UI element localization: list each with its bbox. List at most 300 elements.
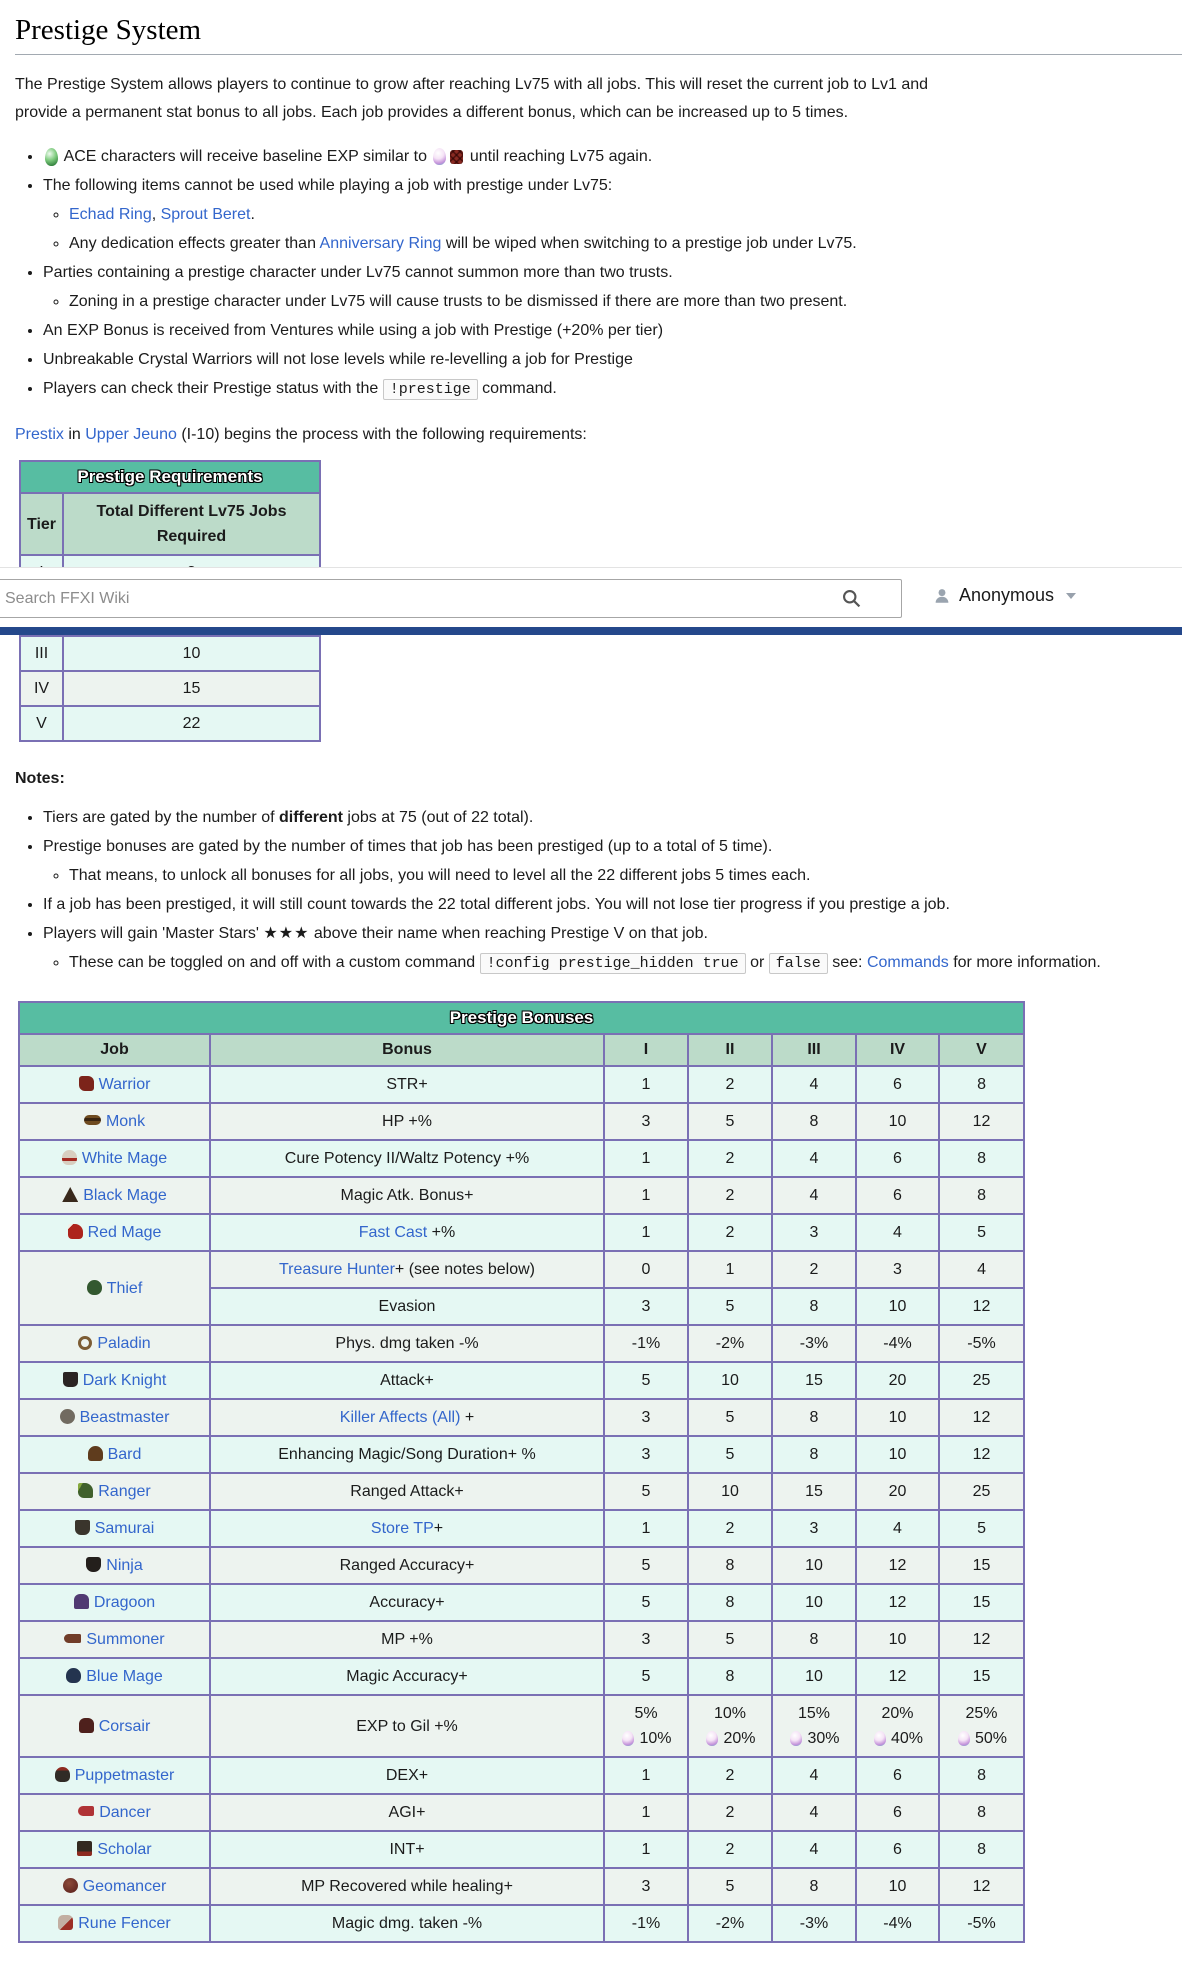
job-link[interactable]: Dancer — [99, 1804, 151, 1821]
bonus-cell: Magic dmg. taken -% — [210, 1905, 604, 1942]
bonus-cell: Attack+ — [210, 1362, 604, 1399]
job-cell — [19, 1325, 210, 1362]
value-cell: 5 — [688, 1399, 772, 1436]
job-cell — [19, 1621, 210, 1658]
value-cell: -4% — [856, 1325, 939, 1362]
value-cell: 3 — [604, 1868, 688, 1905]
value-cell: 8 — [688, 1658, 772, 1695]
value-cell: 12 — [939, 1621, 1024, 1658]
search-input-box — [0, 579, 902, 618]
search-icon[interactable] — [841, 588, 862, 609]
monk-icon — [84, 1115, 101, 1125]
value-cell: 0 — [604, 1251, 688, 1288]
job-cell — [19, 1695, 210, 1757]
value-cell: 3 — [604, 1436, 688, 1473]
wiki-link[interactable]: Echad Ring — [69, 206, 152, 223]
bonus-cell: Enhancing Magic/Song Duration+ % — [210, 1436, 604, 1473]
wiki-link[interactable]: Fast Cast — [358, 1224, 428, 1241]
value-cell: 4 — [856, 1510, 939, 1547]
job-cell — [19, 1584, 210, 1621]
white-egg-icon — [874, 1731, 886, 1746]
geomancer-icon — [63, 1878, 78, 1893]
column-header: I — [604, 1034, 688, 1066]
code-command: !prestige — [383, 379, 478, 400]
bonus-cell: Fast Cast +% — [210, 1214, 604, 1251]
job-link[interactable]: Red Mage — [87, 1224, 162, 1241]
column-header-jobs: Total Different Lv75 Jobs Required — [63, 493, 320, 555]
table-row — [19, 1905, 1024, 1942]
value-cell: 5 — [604, 1473, 688, 1510]
value-cell: 1 — [604, 1794, 688, 1831]
job-cell — [19, 1905, 210, 1942]
job-cell — [19, 1510, 210, 1547]
jobs-cell: 22 — [63, 706, 320, 741]
value-cell: 20% 40% — [856, 1695, 939, 1757]
bonus-cell: Ranged Attack+ — [210, 1473, 604, 1510]
value-cell: 8 — [772, 1868, 856, 1905]
list-item: • Players will gain 'Master Stars' ★★★ above their name when reaching Prestige V on that job. ◦ These can be toggled on and off with a custom command !config prestige_hidden true or false see: Commands for more information. — [43, 922, 1182, 975]
value-cell: 10 — [688, 1473, 772, 1510]
job-cell — [19, 1547, 210, 1584]
value-cell: 10 — [856, 1868, 939, 1905]
value-cell: 6 — [856, 1757, 939, 1794]
warrior-icon — [79, 1076, 94, 1091]
value-cell: 10 — [856, 1436, 939, 1473]
blue-mage-icon — [66, 1668, 81, 1683]
bonus-cell: MP +% — [210, 1621, 604, 1658]
red-net-icon — [450, 150, 463, 164]
white-egg-icon — [706, 1731, 718, 1746]
job-link[interactable]: Puppetmaster — [74, 1767, 175, 1784]
bonus-cell: Magic Atk. Bonus+ — [210, 1177, 604, 1214]
bonus-cell: MP Recovered while healing+ — [210, 1868, 604, 1905]
tier-cell: V — [20, 706, 63, 741]
notes-list — [15, 806, 1182, 975]
table-row — [19, 1547, 1024, 1584]
white-egg-icon — [622, 1731, 634, 1746]
value-cell: 5 — [604, 1658, 688, 1695]
page-title: Prestige System — [15, 6, 1182, 55]
table-row — [19, 1177, 1024, 1214]
value-cell: 3 — [856, 1251, 939, 1288]
value-cell: 8 — [688, 1584, 772, 1621]
bonus-cell: Evasion — [210, 1288, 604, 1325]
user-icon — [933, 587, 951, 605]
value-cell: 4 — [772, 1140, 856, 1177]
tier-cell: III — [20, 636, 63, 671]
value-cell: 5 — [939, 1214, 1024, 1251]
value-cell: 12 — [939, 1399, 1024, 1436]
value-cell: -2% — [688, 1905, 772, 1942]
master-stars: ★★★ — [263, 925, 310, 942]
job-link[interactable]: Beastmaster — [79, 1409, 170, 1426]
value-cell: 12 — [939, 1288, 1024, 1325]
job-link[interactable]: Ninja — [106, 1557, 143, 1574]
tier-cell: IV — [20, 671, 63, 706]
table-row — [19, 1436, 1024, 1473]
job-link[interactable]: Rune Fencer — [78, 1915, 171, 1932]
value-cell: 10 — [772, 1658, 856, 1695]
value-cell: 12 — [939, 1103, 1024, 1140]
value-cell: -2% — [688, 1325, 772, 1362]
wiki-link[interactable]: Sprout Beret — [160, 206, 251, 223]
value-cell: 8 — [939, 1757, 1024, 1794]
value-cell: 5 — [688, 1103, 772, 1140]
value-cell: 12 — [856, 1658, 939, 1695]
list-item: • Parties containing a prestige character under Lv75 cannot summon more than two trusts. ◦ Zoning in a prestige character under Lv75 will cause trusts to be dismissed if there are more than two present. — [43, 261, 1182, 313]
corsair-icon — [79, 1718, 94, 1733]
sub-list-item: ◦ Zoning in a prestige character under Lv75 will cause trusts to be dismissed if there are more than two present. — [69, 290, 1182, 313]
list-item: • If a job has been prestiged, it will still count towards the 22 total different jobs. You will not lose tier progress if you prestige a job. — [43, 893, 1182, 916]
username: Anonymous — [959, 585, 1055, 605]
table-row — [19, 1510, 1024, 1547]
bonus-cell: Store TP+ — [210, 1510, 604, 1547]
job-cell — [19, 1103, 210, 1140]
value-cell: 3 — [604, 1399, 688, 1436]
thief-icon — [87, 1280, 102, 1295]
job-cell — [19, 1140, 210, 1177]
value-cell: 15 — [772, 1473, 856, 1510]
value-cell: 5 — [688, 1436, 772, 1473]
value-cell: 2 — [688, 1757, 772, 1794]
job-cell — [19, 1757, 210, 1794]
list-item: • Tiers are gated by the number of different jobs at 75 (out of 22 total). — [43, 806, 1182, 829]
value-cell: 8 — [772, 1288, 856, 1325]
value-cell: 6 — [856, 1831, 939, 1868]
value-cell: 4 — [772, 1066, 856, 1103]
value-cell: 4 — [772, 1177, 856, 1214]
value-cell: 8 — [939, 1794, 1024, 1831]
samurai-icon — [75, 1520, 90, 1535]
value-cell: 5 — [688, 1621, 772, 1658]
wiki-link[interactable]: Upper Jeuno — [85, 426, 177, 443]
value-cell: 4 — [856, 1214, 939, 1251]
value-cell: -5% — [939, 1325, 1024, 1362]
white-egg-icon — [433, 148, 446, 165]
ninja-icon — [86, 1557, 101, 1572]
value-cell: 5 — [604, 1362, 688, 1399]
list-item: • Unbreakable Crystal Warriors will not lose levels while re-levelling a job for Prestige — [43, 348, 1182, 371]
column-header: II — [688, 1034, 772, 1066]
column-header: III — [772, 1034, 856, 1066]
bonus-cell: Cure Potency II/Waltz Potency +% — [210, 1140, 604, 1177]
value-cell: 1 — [604, 1757, 688, 1794]
beastmaster-icon — [60, 1409, 75, 1424]
job-link[interactable]: Dark Knight — [82, 1372, 167, 1389]
job-cell — [19, 1868, 210, 1905]
value-cell: 15 — [939, 1547, 1024, 1584]
table-row — [19, 1325, 1024, 1362]
sub-list — [43, 951, 1182, 975]
value-cell: 15 — [939, 1584, 1024, 1621]
value-cell: 10 — [772, 1547, 856, 1584]
value-cell: 8 — [772, 1399, 856, 1436]
prestix-line: Prestix in Upper Jeuno (I-10) begins the process with the following requirements: — [15, 426, 587, 443]
value-cell: 5% 10% — [604, 1695, 688, 1757]
value-cell: 10 — [856, 1288, 939, 1325]
job-link[interactable]: White Mage — [81, 1150, 168, 1167]
value-cell: 5 — [688, 1288, 772, 1325]
value-cell: 1 — [604, 1066, 688, 1103]
value-cell: 15 — [772, 1362, 856, 1399]
value-cell: 10% 20% — [688, 1695, 772, 1757]
list-item: • Players can check their Prestige status with the !prestige command. — [43, 377, 1182, 401]
value-cell: 2 — [688, 1177, 772, 1214]
header-divider-bar — [0, 627, 1182, 635]
value-cell: 3 — [604, 1621, 688, 1658]
white-mage-icon — [62, 1150, 77, 1165]
table-row — [19, 1658, 1024, 1695]
value-cell: 2 — [688, 1510, 772, 1547]
value-cell: 3 — [604, 1103, 688, 1140]
value-cell: 2 — [688, 1066, 772, 1103]
value-cell: 12 — [939, 1868, 1024, 1905]
black-mage-icon — [62, 1187, 78, 1202]
value-cell: 2 — [772, 1251, 856, 1288]
column-header: Job — [19, 1034, 210, 1066]
wiki-link[interactable]: Store TP — [370, 1520, 434, 1537]
summoner-icon — [64, 1634, 81, 1643]
table-row — [19, 1140, 1024, 1177]
column-header: IV — [856, 1034, 939, 1066]
value-cell: 15 — [939, 1658, 1024, 1695]
column-header-tier: Tier — [20, 493, 63, 555]
job-link[interactable]: Scholar — [97, 1841, 152, 1858]
value-cell: 1 — [604, 1214, 688, 1251]
value-cell: 1 — [604, 1831, 688, 1868]
value-cell: -3% — [772, 1325, 856, 1362]
bonus-cell: HP +% — [210, 1103, 604, 1140]
job-link[interactable]: Geomancer — [82, 1878, 167, 1895]
sub-list-item: ◦ These can be toggled on and off with a custom command !config prestige_hidden true or false see: Commands for more information. — [69, 951, 1182, 975]
value-cell: 3 — [772, 1214, 856, 1251]
value-cell: 1 — [604, 1177, 688, 1214]
job-cell — [19, 1436, 210, 1473]
job-cell — [19, 1794, 210, 1831]
table-row — [19, 1103, 1024, 1140]
value-cell: 5 — [939, 1510, 1024, 1547]
wiki-link[interactable]: Killer Affects (All) — [339, 1409, 461, 1426]
job-cell — [19, 1251, 210, 1325]
value-cell: 12 — [856, 1584, 939, 1621]
value-cell: -1% — [604, 1325, 688, 1362]
red-mage-icon — [68, 1224, 83, 1239]
sub-list — [43, 203, 1182, 255]
job-cell — [19, 1362, 210, 1399]
requirements-table-top — [15, 460, 1182, 567]
bard-icon — [88, 1446, 103, 1461]
value-cell: 8 — [772, 1436, 856, 1473]
scholar-icon — [77, 1841, 92, 1856]
job-cell — [19, 1831, 210, 1868]
job-link[interactable]: Bard — [107, 1446, 142, 1463]
value-cell: 4 — [772, 1794, 856, 1831]
value-cell: 8 — [939, 1066, 1024, 1103]
dark-knight-icon — [63, 1372, 78, 1387]
job-link[interactable]: Warrior — [98, 1076, 151, 1093]
bonus-cell: Accuracy+ — [210, 1584, 604, 1621]
table-row — [19, 1066, 1024, 1103]
value-cell: 4 — [939, 1251, 1024, 1288]
bonus-cell: STR+ — [210, 1066, 604, 1103]
table-row — [19, 1399, 1024, 1436]
value-cell: 2 — [688, 1214, 772, 1251]
job-link[interactable]: Paladin — [97, 1335, 151, 1352]
list-item: • An EXP Bonus is received from Ventures while using a job with Prestige (+20% per tier) — [43, 319, 1182, 342]
rune-fencer-icon — [58, 1915, 73, 1930]
table-row — [20, 671, 320, 706]
jobs-cell: 15 — [63, 671, 320, 706]
value-cell: 15% 30% — [772, 1695, 856, 1757]
table-row — [19, 1251, 1024, 1288]
value-cell: 1 — [604, 1140, 688, 1177]
jobs-cell: 10 — [63, 636, 320, 671]
value-cell: 8 — [772, 1103, 856, 1140]
table-row — [19, 1584, 1024, 1621]
white-egg-icon — [790, 1731, 802, 1746]
sub-list — [43, 864, 1182, 887]
user-menu[interactable] — [933, 585, 1076, 606]
bonus-cell: Phys. dmg taken -% — [210, 1325, 604, 1362]
bonus-cell: Magic Accuracy+ — [210, 1658, 604, 1695]
job-cell — [19, 1658, 210, 1695]
job-link[interactable]: Summoner — [86, 1631, 165, 1648]
value-cell: 6 — [856, 1794, 939, 1831]
job-cell — [19, 1399, 210, 1436]
table-row — [19, 1473, 1024, 1510]
table-title: Prestige Bonuses — [19, 1002, 1024, 1034]
value-cell: 12 — [939, 1436, 1024, 1473]
search-input[interactable] — [0, 579, 902, 618]
value-cell: -3% — [772, 1905, 856, 1942]
value-cell: 10 — [856, 1621, 939, 1658]
list-item: • The following items cannot be used while playing a job with prestige under Lv75: ◦ Echad Ring, Sprout Beret. ◦ Any dedication effects greater than Anniversary Ring will be wiped when switching to a prestige job under Lv75. — [43, 174, 1182, 255]
sub-list-item: ◦ Echad Ring, Sprout Beret. — [69, 203, 1182, 226]
table-row — [20, 636, 320, 671]
table-row — [19, 1757, 1024, 1794]
job-link[interactable]: Monk — [105, 1113, 146, 1130]
column-header: V — [939, 1034, 1024, 1066]
value-cell: 5 — [604, 1547, 688, 1584]
value-cell: 8 — [939, 1140, 1024, 1177]
top-bullet-list — [15, 145, 1182, 401]
chevron-down-icon — [1066, 593, 1076, 599]
job-cell — [19, 1066, 210, 1103]
value-cell: 12 — [856, 1547, 939, 1584]
job-link[interactable]: Blue Mage — [86, 1668, 163, 1685]
puppetmaster-icon — [55, 1767, 70, 1782]
value-cell: 6 — [856, 1177, 939, 1214]
value-cell: 10 — [772, 1584, 856, 1621]
sub-list-item: ◦ Any dedication effects greater than Anniversary Ring will be wiped when switching to a prestige job under Lv75. — [69, 232, 1182, 255]
dragoon-icon — [74, 1594, 89, 1609]
sub-list — [43, 290, 1182, 313]
table-row — [19, 1794, 1024, 1831]
value-cell: 8 — [939, 1831, 1024, 1868]
sub-list-item: ◦ That means, to unlock all bonuses for all jobs, you will need to level all the 22 different jobs 5 times each. — [69, 864, 1182, 887]
white-egg-icon — [958, 1731, 970, 1746]
value-cell: 6 — [856, 1066, 939, 1103]
value-cell: 1 — [604, 1510, 688, 1547]
value-cell: 2 — [688, 1140, 772, 1177]
article-bottom — [0, 635, 1197, 1943]
value-cell: 4 — [772, 1831, 856, 1868]
value-cell: 8 — [772, 1621, 856, 1658]
value-cell: 25 — [939, 1473, 1024, 1510]
wiki-link[interactable]: Treasure Hunter — [279, 1261, 395, 1278]
bonus-cell: DEX+ — [210, 1757, 604, 1794]
job-link[interactable]: Thief — [106, 1279, 143, 1297]
value-cell: 5 — [604, 1584, 688, 1621]
table-row — [19, 1621, 1024, 1658]
job-link[interactable]: Dragoon — [93, 1594, 156, 1611]
value-cell: -1% — [604, 1905, 688, 1942]
prestige-requirements-table-continued — [19, 635, 321, 742]
table-row — [19, 1695, 1024, 1757]
value-cell: 25 — [939, 1362, 1024, 1399]
intro-paragraph: The Prestige System allows players to continue to grow after reaching Lv75 with all jobs. This will reset the current job to Lv1 and provide a permanent stat bonus to all jobs. Each job provides a different bonus, which can be increased up to 5 times. — [15, 76, 929, 121]
value-cell: 10 — [688, 1362, 772, 1399]
list-item: • Prestige bonuses are gated by the number of times that job has been prestiged (up to a total of 5 time). ◦ That means, to unlock all bonuses for all jobs, you will need to level all the 22 different jobs 5 times each. — [43, 835, 1182, 887]
value-cell: 25% 50% — [939, 1695, 1024, 1757]
bonus-cell: Ranged Accuracy+ — [210, 1547, 604, 1584]
column-header: Bonus — [210, 1034, 604, 1066]
value-cell: 3 — [604, 1288, 688, 1325]
table-row — [20, 706, 320, 741]
value-cell: 5 — [688, 1868, 772, 1905]
job-link[interactable]: Black Mage — [83, 1187, 167, 1204]
job-link[interactable]: Samurai — [94, 1520, 155, 1537]
prestige-bonuses-table — [18, 1001, 1025, 1943]
value-cell: 4 — [772, 1757, 856, 1794]
bonus-cell: EXP to Gil +% — [210, 1695, 604, 1757]
bonus-cell: Treasure Hunter+ (see notes below) — [210, 1251, 604, 1288]
dancer-icon — [78, 1806, 94, 1816]
job-cell — [19, 1214, 210, 1251]
table-row — [19, 1868, 1024, 1905]
wiki-link[interactable]: Anniversary Ring — [319, 235, 442, 252]
wiki-link[interactable]: Commands — [866, 954, 949, 971]
code-command: !config prestige_hidden true — [480, 953, 746, 974]
wiki-link[interactable]: Prestix — [15, 426, 64, 443]
bonus-cell: AGI+ — [210, 1794, 604, 1831]
job-cell — [19, 1177, 210, 1214]
notes-heading: Notes: — [15, 770, 65, 787]
search-header — [0, 567, 1182, 627]
job-cell — [19, 1473, 210, 1510]
paladin-icon — [78, 1336, 92, 1350]
value-cell: 3 — [772, 1510, 856, 1547]
value-cell: 6 — [856, 1140, 939, 1177]
value-cell: 10 — [856, 1399, 939, 1436]
table-row — [19, 1214, 1024, 1251]
article-top — [0, 0, 1197, 567]
bonus-cell: Killer Affects (All) + — [210, 1399, 604, 1436]
ranger-icon — [78, 1483, 93, 1498]
code-command: false — [769, 953, 828, 974]
value-cell: -4% — [856, 1905, 939, 1942]
value-cell: 8 — [939, 1177, 1024, 1214]
green-egg-icon — [45, 148, 58, 166]
job-link[interactable]: Ranger — [98, 1483, 151, 1500]
value-cell: 10 — [856, 1103, 939, 1140]
job-link[interactable]: Corsair — [98, 1717, 151, 1735]
value-cell: 20 — [856, 1362, 939, 1399]
table-row — [19, 1362, 1024, 1399]
value-cell: 2 — [688, 1831, 772, 1868]
value-cell: 1 — [688, 1251, 772, 1288]
bonus-cell: INT+ — [210, 1831, 604, 1868]
